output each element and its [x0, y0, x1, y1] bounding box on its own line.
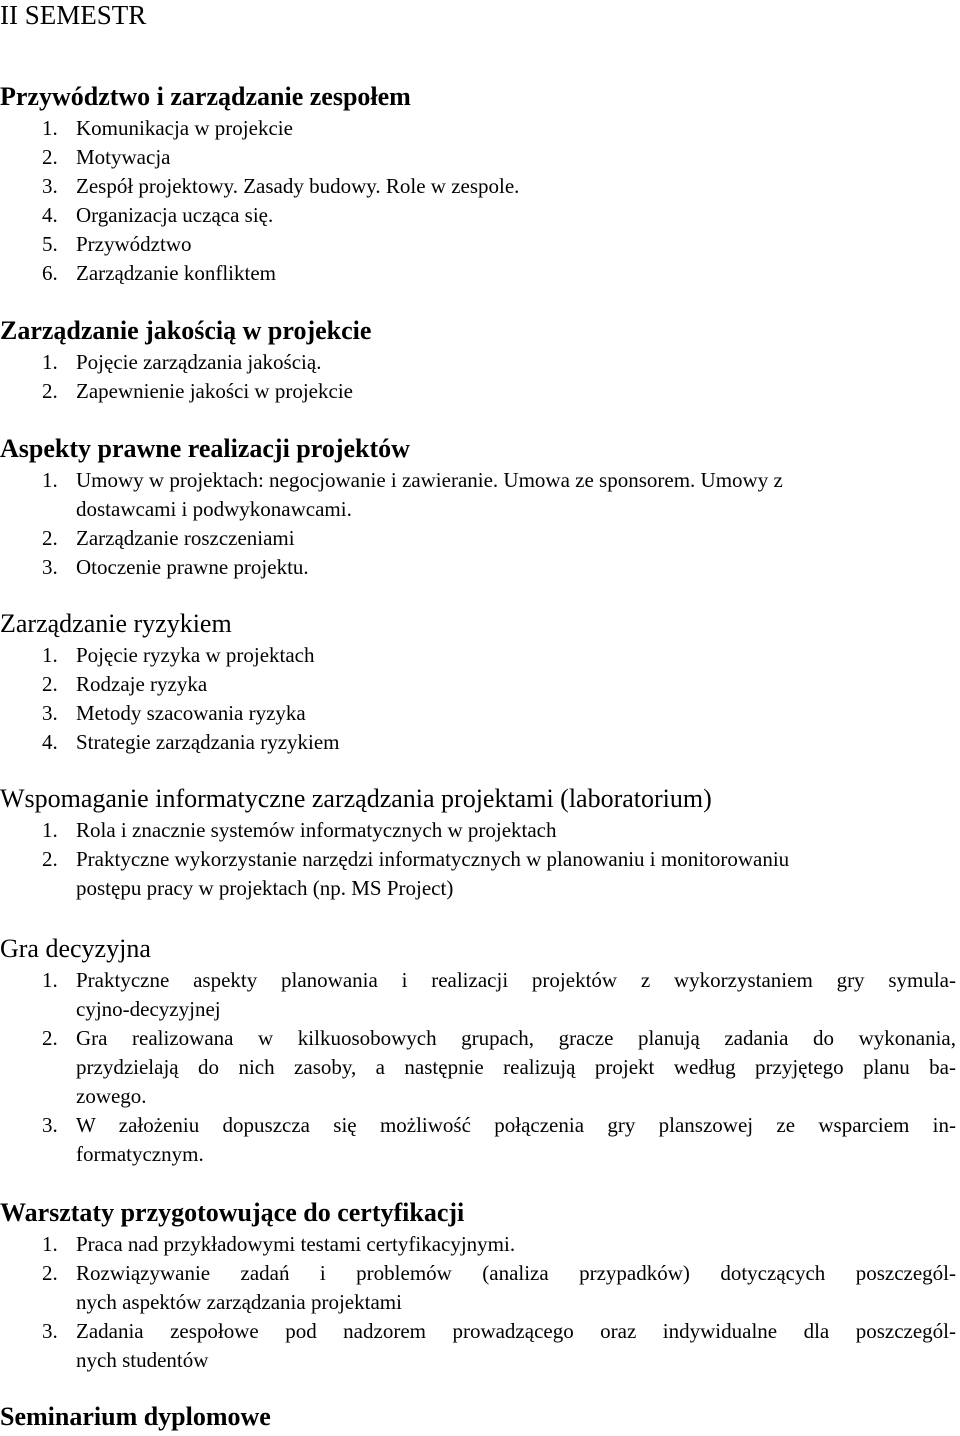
list-item-continuation: przydzielają do nich zasoby, a następnie realizują projekt według przyjętego planu ba- — [76, 1055, 956, 1079]
item-number: 2. — [42, 145, 58, 169]
list-item-continuation: nych studentów — [76, 1348, 209, 1372]
item-number: 1. — [42, 1232, 58, 1256]
item-number: 1. — [42, 643, 58, 667]
item-text: Zapewnienie jakości w projekcie — [76, 379, 353, 403]
semester-title: II SEMESTR — [0, 0, 147, 30]
section-heading: Aspekty prawne realizacji projektów — [0, 434, 410, 463]
item-number: 4. — [42, 203, 58, 227]
item-text: Umowy w projektach: negocjowanie i zawieranie. Umowa ze sponsorem. Umowy z — [76, 468, 783, 492]
item-number: 1. — [42, 818, 58, 842]
item-text: W założeniu dopuszcza się możliwość połączenia gry planszowej ze wsparciem in- — [76, 1113, 956, 1137]
section-heading: Przywództwo i zarządzanie zespołem — [0, 82, 411, 111]
item-text: Otoczenie prawne projektu. — [76, 555, 309, 579]
item-number: 1. — [42, 350, 58, 374]
item-text: Pojęcie ryzyka w projektach — [76, 643, 315, 667]
item-number: 2. — [42, 672, 58, 696]
item-number: 4. — [42, 730, 58, 754]
item-text: Komunikacja w projekcie — [76, 116, 293, 140]
item-number: 3. — [42, 701, 58, 725]
item-number: 2. — [42, 379, 58, 403]
item-text: Praktyczne aspekty planowania i realizacji projektów z wykorzystaniem gry symula- — [76, 968, 956, 992]
item-text: Praktyczne wykorzystanie narzędzi informatycznych w planowaniu i monitorowaniu — [76, 847, 790, 871]
item-number: 3. — [42, 1319, 58, 1343]
item-number: 1. — [42, 968, 58, 992]
item-text: Strategie zarządzania ryzykiem — [76, 730, 340, 754]
section-heading: Zarządzanie ryzykiem — [0, 609, 232, 638]
item-number: 1. — [42, 116, 58, 140]
item-number: 1. — [42, 468, 58, 492]
list-item-continuation: formatycznym. — [76, 1142, 204, 1166]
item-text: Metody szacowania ryzyka — [76, 701, 306, 725]
item-number: 6. — [42, 261, 58, 285]
item-text: Gra realizowana w kilkuosobowych grupach, gracze planują zadania do wykonania, — [76, 1026, 956, 1050]
item-text: Rozwiązywanie zadań i problemów (analiza przypadków) dotyczących poszczegól- — [76, 1261, 956, 1285]
item-text: Motywacja — [76, 145, 171, 169]
list-item-continuation: dostawcami i podwykonawcami. — [76, 497, 352, 521]
item-text: Zespół projektowy. Zasady budowy. Role w zespole. — [76, 174, 520, 198]
item-number: 3. — [42, 1113, 58, 1137]
list-item-continuation: zowego. — [76, 1084, 147, 1108]
item-text: Rola i znacznie systemów informatycznych w projektach — [76, 818, 557, 842]
item-text: Przywództwo — [76, 232, 192, 256]
item-text: Praca nad przykładowymi testami certyfikacyjnymi. — [76, 1232, 516, 1256]
item-number: 2. — [42, 1026, 58, 1050]
item-number: 2. — [42, 847, 58, 871]
item-number: 3. — [42, 174, 58, 198]
item-text: Zarządzanie roszczeniami — [76, 526, 295, 550]
list-item-continuation: cyjno-decyzyjnej — [76, 997, 221, 1021]
section-heading: Gra decyzyjna — [0, 934, 151, 963]
list-item-continuation: postępu pracy w projektach (np. MS Project) — [76, 876, 454, 900]
item-text: Pojęcie zarządzania jakością. — [76, 350, 322, 374]
section-heading: Seminarium dyplomowe — [0, 1402, 271, 1431]
list-item-continuation: nych aspektów zarządzania projektami — [76, 1290, 402, 1314]
item-number: 2. — [42, 526, 58, 550]
item-text: Zarządzanie konfliktem — [76, 261, 276, 285]
section-heading: Wspomaganie informatyczne zarządzania projektami (laboratorium) — [0, 784, 712, 813]
item-text: Rodzaje ryzyka — [76, 672, 208, 696]
item-number: 5. — [42, 232, 58, 256]
section-heading: Warsztaty przygotowujące do certyfikacji — [0, 1198, 465, 1227]
section-heading: Zarządzanie jakością w projekcie — [0, 316, 372, 345]
item-number: 2. — [42, 1261, 58, 1285]
item-text: Organizacja ucząca się. — [76, 203, 274, 227]
item-text: Zadania zespołowe pod nadzorem prowadzącego oraz indywidualne dla poszczegól- — [76, 1319, 956, 1343]
item-number: 3. — [42, 555, 58, 579]
